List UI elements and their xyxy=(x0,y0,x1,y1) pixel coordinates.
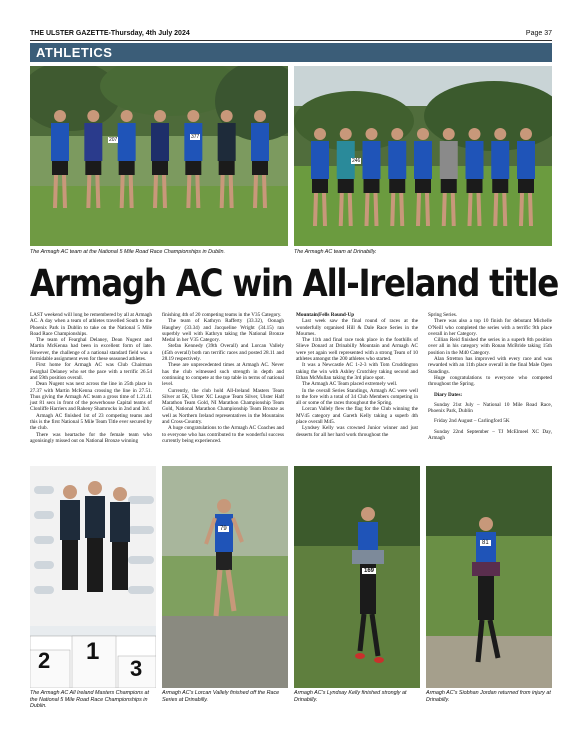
page-header xyxy=(30,30,552,40)
paragraph: Stefan Kennedy (39th Overall) and Lorcan Vallely (45th overall) both ran terrific races and posted 28.11 and 28.19 respectively. xyxy=(162,343,284,363)
paragraph: These are unprecedented times at Armagh AC. Never has the club witnessed such strength in depth and continuing to compete at the top table in terms of national level. xyxy=(162,362,284,388)
paragraph: Cillian Reid finished the series in a superb 8th position over all in his category with Ronan McBride taking 15th position in the M40 Category. xyxy=(428,337,552,356)
paragraph: Armagh AC finished 1st of 23 competing teams and this is the first National 5 Mile Team Title ever secured by the club. xyxy=(30,412,152,432)
podium-first: 1 xyxy=(86,638,100,665)
subheading: Mountain|Fells Round-Up xyxy=(296,312,355,318)
photo-lyndsay-kelly xyxy=(294,466,420,688)
paragraph: The team of Fearghal Delaney, Dean Nugent and Martin McKenna had been in excellent form of late. However, the challenge of a national standard field was a formidable assignment even for these seasoned athletes. xyxy=(30,337,152,363)
article-column-4 xyxy=(428,312,552,441)
bib-number: 81 xyxy=(482,540,489,546)
caption-bottom-3: Armagh AC's Lyndsay Kelly finished strongly at Drinabilly. xyxy=(294,690,407,703)
paragraph: LAST weekend will long be remembered by all at Armagh AC. A day when a team of athletes travelled South to the Phoenix Park in Dublin to take on the National 5 Mile Road Race Championships. xyxy=(30,312,152,337)
bib-number: 79 xyxy=(220,526,227,532)
paragraph: Currently, the club hold All-Ireland Masters Team Silver at 5K, Ulster XC League Team Silver, Ulster Half Marathon Team Gold, NI Marathon Championship Team Gold, National Marathon Championship Team Bronze as well as Northern Ireland representatives in the Mountains and Cross-Country. xyxy=(162,387,284,426)
paragraph: Dean Nugent was next across the line in 25th place in 27.37 with Martin McKenna crossing the line in 27.51. Thus giving the Armagh AC team a gross time of 1.21.41 just 81 secs in front of the powerhouse Capital teams of Clonliffe Harriers and Raheny Shamrocks in 2nd and 3rd. xyxy=(30,381,152,413)
paragraph: The team of Kathryn Rafferty (33.32), Oonagh Haughey (33.34) and Jacqueline Wright (34.15) ran superbly well with Kathryn taking the National Bronze Medal in her V35 Category. xyxy=(162,318,284,344)
headline: Armagh AC win All-Ireland title xyxy=(30,262,559,305)
article-column-1 xyxy=(30,312,152,444)
paragraph: Lorcan Vallely flew the flag for the Club winning the MV45 category and Gareth Kelly taking a superb 4th place overall M45. xyxy=(296,406,418,426)
caption-bottom-4: Armagh AC's Siobhan Jordan returned from injury at Drinabilly. xyxy=(426,690,551,703)
caption-bottom-2: Armagh AC's Lorcan Vallely finished off the Race Series at Drinabilly. xyxy=(162,690,280,703)
caption-bottom-1: The Armagh AC All Ireland Masters Champions at the National 5 Mile Road Race Championships in Dublin. xyxy=(30,690,149,709)
article-column-3 xyxy=(296,312,418,438)
paragraph: Last week saw the final round of races at the wonderfully organised Hill & Dale Race Series in the Mournes. xyxy=(296,318,418,337)
podium-second: 2 xyxy=(38,648,51,673)
paragraph: There was also a top 10 finish for debutant Michelle O'Neill who completed the series with a terrific 9th place overall in her Category. xyxy=(428,318,552,337)
paragraph: First home for Armagh AC was Club Chairman Fearghal Delaney who set the pace with a terrific 26.54 and 59th position overall. xyxy=(30,362,152,381)
caption-top-left: The Armagh AC team at the National 5 Mile Road Race Championships in Dublin. xyxy=(30,249,225,255)
paragraph: There was heartache for the female team who agonisingly missed out on National Bronze winning xyxy=(30,431,152,444)
paragraph: The Armagh AC Team placed extremely well. xyxy=(302,381,398,388)
header-rule xyxy=(30,40,552,41)
publication-date: THE ULSTER GAZETTE-Thursday, 4th July 2024 xyxy=(30,30,190,37)
paragraph: The 11th and final race took place in the foothills of Slieve Donard at Drinabilly Mountain and Armagh AC were yet again well represented with a strong Team of 10 athletes amongst the 200 athletes who started. xyxy=(296,337,418,363)
bib-number: 246 xyxy=(352,158,361,164)
paragraph: Lyndsey Kelly was crowned Junior winner and just desserts for all her hard work throughout the xyxy=(296,425,418,438)
bib-number: 207 xyxy=(109,137,118,143)
section-band xyxy=(30,43,552,62)
paragraph: A huge congratulations to the Armagh AC Coaches and to everyone who has contributed to the wonderful success currently being experienced. xyxy=(162,425,284,444)
paragraph: In the overall Series Standings, Armagh AC were well to the fore with a total of 34 Club Members competing in all or some of the races throughout the Spring. xyxy=(296,387,418,407)
paragraph: finishing 4th of 20 competing teams in the V35 Category. xyxy=(162,312,282,318)
caption-top-right: The Armagh AC team at Drinabilly. xyxy=(294,249,377,255)
article-column-2 xyxy=(162,312,284,444)
page-number: Page 37 xyxy=(525,30,552,37)
paragraph: Huge congratulations to everyone who competed throughout the Spring. xyxy=(428,374,552,388)
diary-entry: Friday 2nd August – Carlingford 5K xyxy=(434,418,510,425)
section-title: ATHLETICS xyxy=(36,45,113,60)
podium-third: 3 xyxy=(130,656,143,681)
paragraph: Spring Series. xyxy=(428,312,458,318)
photo-masters-champions xyxy=(30,466,156,688)
bib-number: 169 xyxy=(364,568,375,574)
photo-drinabilly-team xyxy=(294,66,552,246)
paragraph: Alan Stretton has improved with every race and was rewarded with an 11th place overall in the final Male Open Standings. xyxy=(428,356,552,375)
paragraph: It was a Newcastle AC 1-2-3 with Tom Cruddington taking the win with Ashley Crutchley taking second and Ethan McMullan taking the 3rd place spot. xyxy=(296,362,418,381)
photo-siobhan-jordan xyxy=(426,466,552,688)
bib-number: 377 xyxy=(191,134,200,140)
photo-dublin-team xyxy=(30,66,288,246)
diary-entry: Sunday 22nd September – TJ McElmeel XC Day, Armagh xyxy=(428,428,552,442)
photo-lorcan-vallely xyxy=(162,466,288,688)
diary-title: Diary Dates: xyxy=(434,391,463,398)
diary-entry: Sunday 21st July – National 10 Mile Road Race, Phoenix Park, Dublin xyxy=(428,401,552,415)
